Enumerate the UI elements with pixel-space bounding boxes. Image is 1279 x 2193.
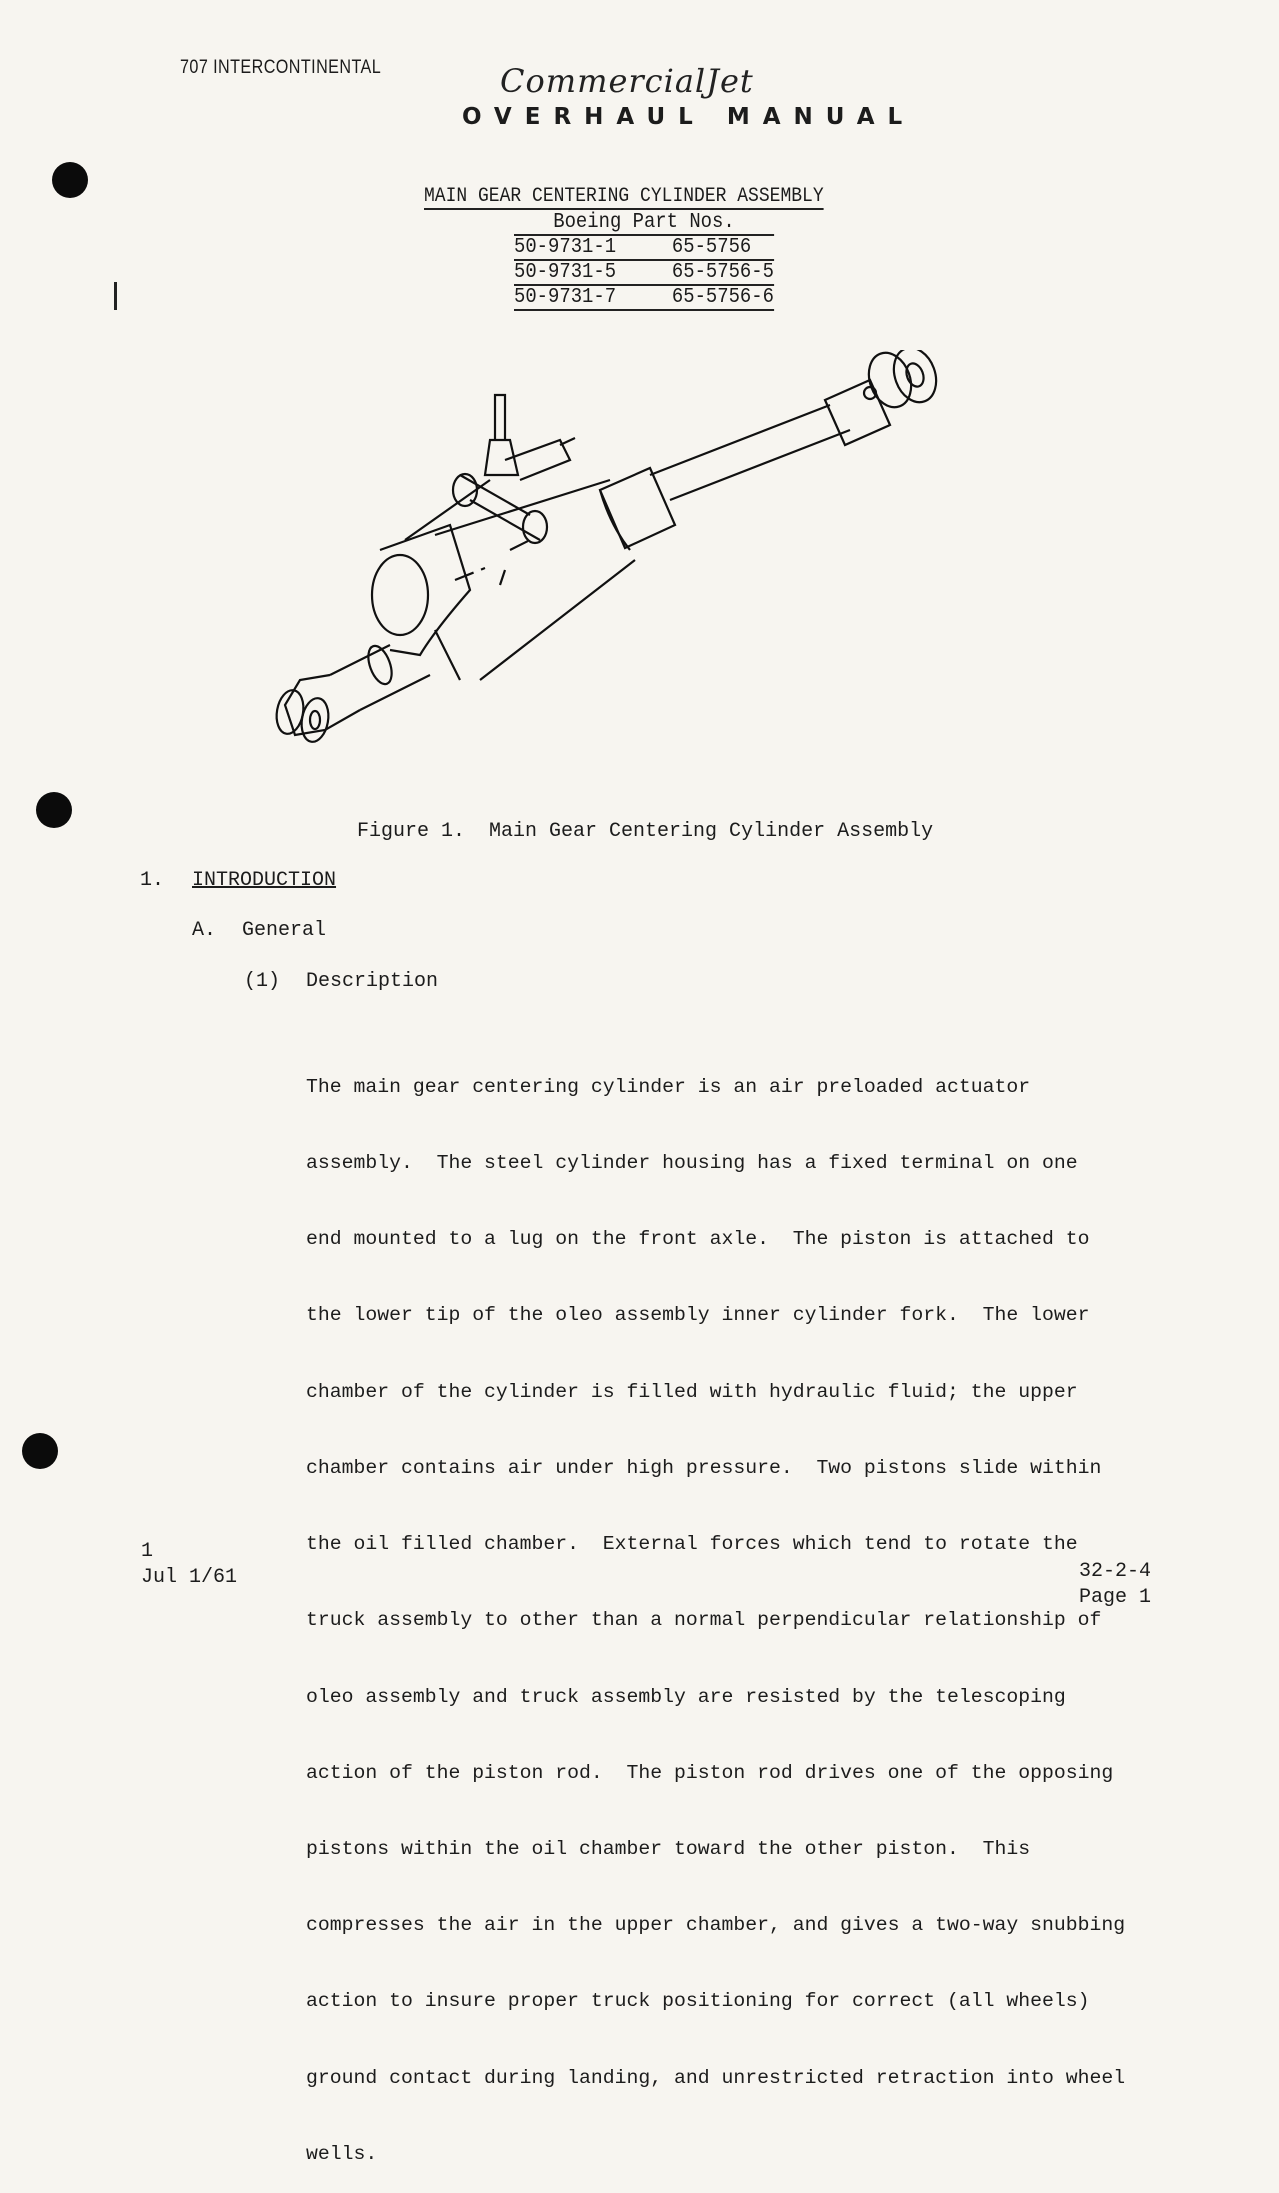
cylinder-assembly-illustration bbox=[270, 350, 970, 780]
page-number: Page 1 bbox=[1079, 1586, 1152, 1609]
page-sequence: 1 bbox=[141, 1540, 154, 1563]
item-number: (1) bbox=[244, 970, 281, 993]
section-title: INTRODUCTION bbox=[192, 869, 337, 892]
part-number: 50-9731-7 bbox=[514, 285, 672, 310]
text-line: the lower tip of the oleo assembly inner cylinder fork. The lower bbox=[306, 1304, 1090, 1327]
part-number: 65-5756-6 bbox=[671, 286, 774, 309]
punch-hole bbox=[36, 792, 72, 828]
manual-title: OVERHAUL MANUAL bbox=[462, 104, 916, 130]
text-line: chamber contains air under high pressure. Two pistons slide within bbox=[306, 1456, 1102, 1479]
text-line: chamber of the cylinder is filled with hydraulic fluid; the upper bbox=[306, 1380, 1078, 1403]
aircraft-model: 707 INTERCONTINENTAL bbox=[180, 57, 382, 78]
chapter-number: 32-2-4 bbox=[1079, 1560, 1152, 1583]
text-line: end mounted to a lug on the front axle. The piston is attached to bbox=[306, 1228, 1090, 1251]
description-paragraph bbox=[306, 1024, 1125, 2193]
table-row bbox=[514, 285, 774, 310]
punch-hole bbox=[52, 162, 88, 198]
table-row bbox=[514, 260, 774, 285]
text-line: pistons within the oil chamber toward the other piston. This bbox=[306, 1838, 1031, 1860]
revision-date: Jul 1/61 bbox=[141, 1566, 238, 1589]
text-line: action to insure proper truck positioning for correct (all wheels) bbox=[306, 1990, 1090, 2013]
text-line: wells. bbox=[306, 2142, 378, 2165]
text-line: oleo assembly and truck assembly are resisted by the telescoping bbox=[306, 1685, 1066, 1708]
part-numbers-table bbox=[514, 211, 803, 311]
subsection-letter: A. bbox=[192, 919, 217, 942]
table-row bbox=[514, 235, 774, 260]
punch-hole bbox=[22, 1433, 58, 1469]
margin-mark bbox=[114, 282, 117, 310]
part-number: 50-9731-1 bbox=[514, 235, 672, 260]
text-line: the oil filled chamber. External forces which tend to rotate the bbox=[306, 1533, 1078, 1556]
text-line: The main gear centering cylinder is an air preloaded actuator bbox=[306, 1075, 1031, 1098]
part-nos-label: Boeing Part Nos. bbox=[514, 211, 774, 235]
subsection-title: General bbox=[242, 919, 327, 942]
text-line: ground contact during landing, and unrestricted retraction into wheel bbox=[306, 2066, 1126, 2089]
part-number: 65-5756 bbox=[672, 235, 774, 260]
text-line: compresses the air in the upper chamber, and gives a two-way snubbing bbox=[306, 1914, 1126, 1937]
part-number: 65-5756-5 bbox=[671, 261, 774, 284]
commercial-jet-logo: CommercialJet bbox=[500, 62, 754, 100]
section-number: 1. bbox=[140, 869, 165, 892]
text-line: action of the piston rod. The piston rod drives one of the opposing bbox=[306, 1761, 1114, 1784]
item-title: Description bbox=[306, 970, 439, 993]
part-number: 50-9731-5 bbox=[514, 260, 672, 285]
text-line: assembly. The steel cylinder housing has a fixed terminal on one bbox=[306, 1152, 1078, 1175]
text-line: truck assembly to other than a normal perpendicular relationship of bbox=[306, 1609, 1102, 1632]
figure-caption: Figure 1. Main Gear Centering Cylinder Assembly bbox=[357, 820, 934, 843]
assembly-title: MAIN GEAR CENTERING CYLINDER ASSEMBLY bbox=[424, 185, 824, 208]
